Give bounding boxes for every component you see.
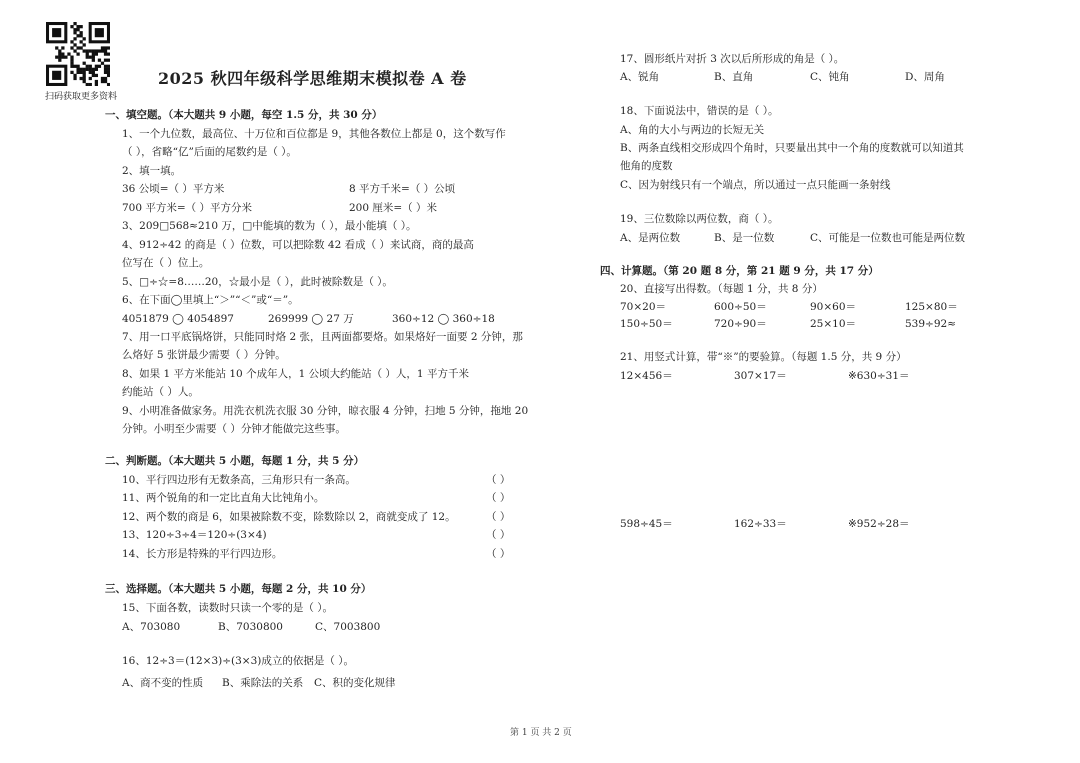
calc-item: 25×10＝ (810, 318, 857, 330)
calc-item: 539÷92≈ (905, 318, 956, 330)
question-17-option-d: D、周角 (905, 71, 945, 83)
question-4-line-2: 位写在（ ）位上。 (122, 257, 210, 269)
question-16-option-a: A、商不变的性质 (122, 677, 204, 689)
question-19: 19、三位数除以两位数，商（ ）。 (620, 213, 779, 225)
calc-item: 720÷90＝ (714, 318, 767, 330)
vertical-calc-item: 162÷33＝ (734, 518, 787, 530)
vertical-calc-item: ※952÷28＝ (848, 518, 910, 530)
judge-item: 12、两个数的商是 6，如果被除数不变，除数除以 2，商就变成了 12。 (122, 511, 456, 523)
judge-item: 11、两个锐角的和一定比直角大比钝角小。 (122, 492, 325, 504)
question-2: 2、填一填。 (122, 165, 182, 177)
question-6: 6、在下面◯里填上“＞”“＜”或“＝”。 (122, 294, 299, 306)
section-fill-blank-heading: 一、填空题。（本大题共 9 小题，每空 1.5 分，共 30 分） (105, 109, 383, 121)
question-8-line-1: 8、如果 1 平方米能站 10 个成年人，1 公顷大约能站（ ）人，1 平方千米 (122, 368, 469, 380)
question-19-option-a: A、是两位数 (620, 232, 681, 244)
judge-item: 13、120÷3÷4＝120÷(3×4) (122, 529, 267, 541)
section-choice-heading: 三、选择题。（本大题共 5 小题，每题 2 分，共 10 分） (105, 583, 372, 595)
qr-code (46, 22, 110, 86)
question-19-option-c: C、可能是一位数也可能是两位数 (810, 232, 966, 244)
question-2-item-c: 700 平方米=（ ）平方分米 (122, 202, 253, 214)
calc-item: 70×20＝ (620, 301, 667, 313)
question-16: 16、12÷3＝(12×3)÷(3×3)成立的依据是（ ）。 (122, 655, 354, 667)
vertical-calc-item: 12×456＝ (620, 370, 673, 382)
page-number: 第 1 页 共 2 页 (510, 728, 572, 738)
judge-answer-paren: （ ） (486, 548, 511, 560)
question-5: 5、□÷☆=8……20，☆最小是（ ），此时被除数是（ ）。 (122, 276, 393, 288)
question-17: 17、圆形纸片对折 3 次以后所形成的角是（ ）。 (620, 53, 845, 65)
question-15-option-c: C、7003800 (315, 621, 381, 633)
question-15-option-b: B、7030800 (218, 621, 283, 633)
question-18-option-b-line-2: 他角的度数 (620, 160, 673, 172)
calc-item: 90×60＝ (810, 301, 857, 313)
question-2-item-d: 200 厘米=（ ）米 (349, 202, 438, 214)
question-6-compare-c: 360÷12 ◯ 360÷18 (392, 313, 495, 325)
question-15: 15、下面各数，读数时只读一个零的是（ ）。 (122, 602, 333, 614)
question-2-item-b: 8 平方千米=（ ）公顷 (349, 183, 456, 195)
question-1-line-2: （ ），省略“亿”后面的尾数约是（ ）。 (122, 146, 297, 158)
question-18-option-c: C、因为射线只有一个端点，所以通过一点只能画一条射线 (620, 179, 891, 191)
vertical-calc-item: ※630÷31＝ (848, 370, 910, 382)
judge-answer-paren: （ ） (486, 529, 511, 541)
question-16-option-b: B、乘除法的关系 (222, 677, 304, 689)
question-18-option-a: A、角的大小与两边的长短无关 (620, 124, 765, 136)
question-18-option-b-line-1: B、两条直线相交形成四个角时，只要量出其中一个角的度数就可以知道其 (620, 142, 964, 154)
question-17-option-a: A、锐角 (620, 71, 660, 83)
section-calculation-heading: 四、计算题。（第 20 题 8 分，第 21 题 9 分，共 17 分） (600, 265, 879, 277)
calc-item: 150÷50＝ (620, 318, 673, 330)
vertical-calc-item: 598÷45＝ (620, 518, 673, 530)
calc-item: 600÷50＝ (714, 301, 767, 313)
question-6-compare-a: 4051879 ◯ 4054897 (122, 313, 234, 325)
question-2-item-a: 36 公顷=（ ）平方米 (122, 183, 225, 195)
vertical-calc-item: 307×17＝ (734, 370, 787, 382)
question-20: 20、直接写出得数。（每题 1 分，共 8 分） (620, 283, 823, 295)
question-7-line-2: 么烙好 5 张饼最少需要（ ）分钟。 (122, 349, 286, 361)
question-6-compare-b: 269999 ◯ 27 万 (268, 313, 354, 325)
qr-caption: 扫码获取更多资料 (45, 92, 118, 102)
question-18: 18、下面说法中，错误的是（ ）。 (620, 105, 779, 117)
judge-answer-paren: （ ） (486, 492, 511, 504)
question-9-line-1: 9、小明准备做家务。用洗衣机洗衣服 30 分钟，晾衣服 4 分钟，扫地 5 分钟，拖地 20 (122, 405, 529, 417)
page-title: 2025 秋四年级科学思维期末模拟卷 A 卷 (158, 69, 467, 88)
calc-item: 125×80＝ (905, 301, 958, 313)
judge-answer-paren: （ ） (486, 474, 511, 486)
question-3: 3、209□568≈210 万，□中能填的数为（ ），最小能填（ ）。 (122, 220, 417, 232)
question-21: 21、用竖式计算，带“※”的要验算。（每题 1.5 分，共 9 分） (620, 351, 907, 363)
judge-item: 10、平行四边形有无数条高，三角形只有一条高。 (122, 474, 356, 486)
question-7-line-1: 7、用一口平底锅烙饼，只能同时烙 2 张，且两面都要烙。如果烙好一面要 2 分钟，那 (122, 331, 523, 343)
judge-answer-paren: （ ） (486, 511, 511, 523)
question-15-option-a: A、703080 (122, 621, 181, 633)
section-true-false-heading: 二、判断题。（本大题共 5 小题，每题 1 分，共 5 分） (105, 455, 365, 467)
question-8-line-2: 约能站（ ）人。 (122, 386, 199, 398)
question-17-option-c: C、钝角 (810, 71, 850, 83)
judge-item: 14、长方形是特殊的平行四边形。 (122, 548, 283, 560)
question-16-option-c: C、积的变化规律 (314, 677, 396, 689)
question-1-line-1: 1、一个九位数，最高位、十万位和百位都是 9，其他各数位上都是 0，这个数写作 (122, 128, 506, 140)
question-19-option-b: B、是一位数 (714, 232, 775, 244)
question-9-line-2: 分钟。小明至少需要（ ）分钟才能做完这些事。 (122, 423, 346, 435)
question-4-line-1: 4、912÷42 的商是（ ）位数，可以把除数 42 看成（ ）来试商，商的最高 (122, 239, 474, 251)
question-17-option-b: B、直角 (714, 71, 754, 83)
